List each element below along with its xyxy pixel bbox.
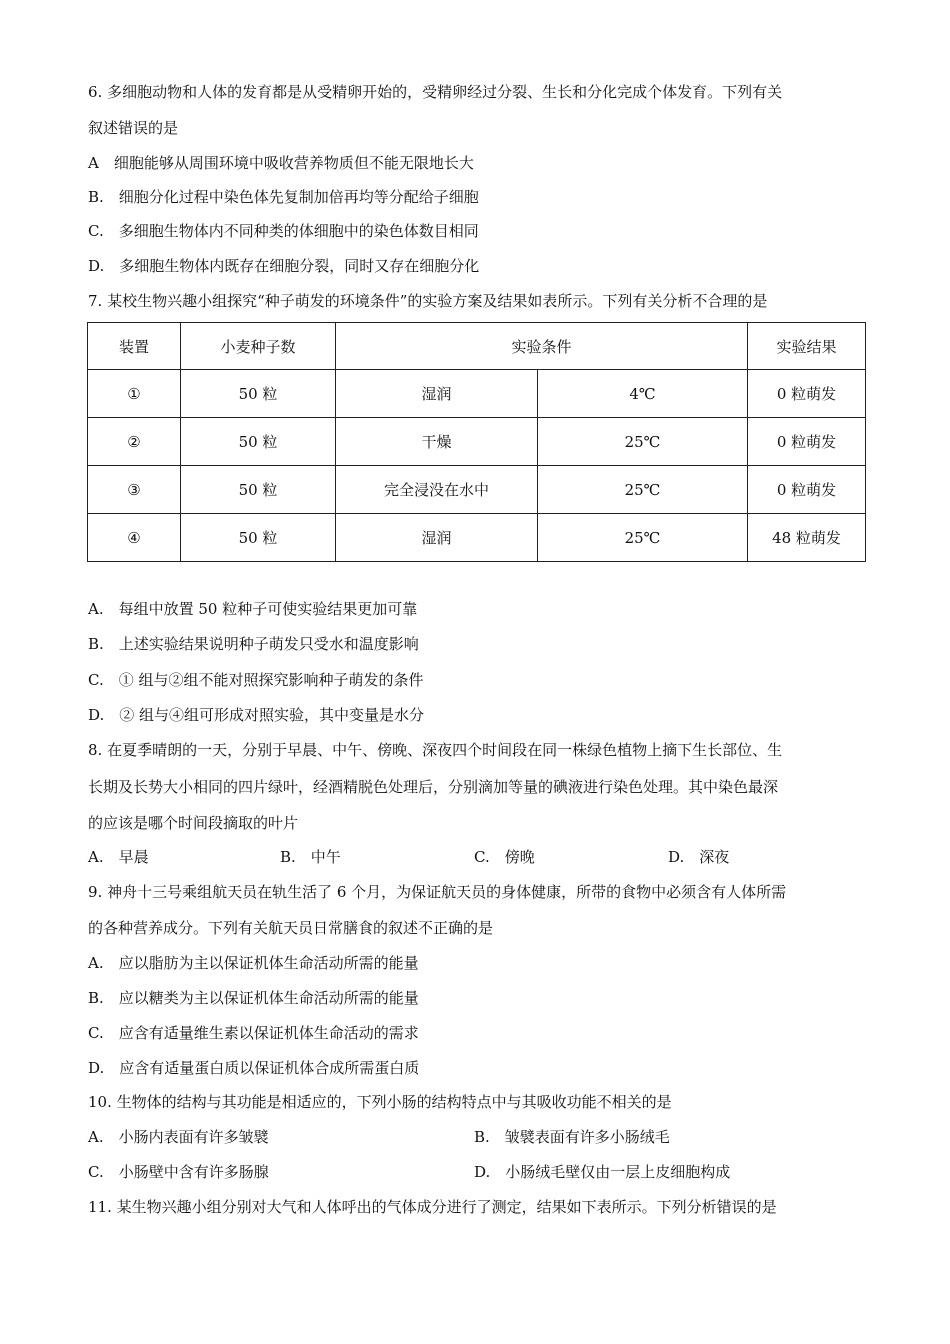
q7-stem: 7. 某校生物兴趣小组探究“种子萌发的环境条件”的实验方案及结果如表所示。下列有关分析不合理的是 [88,292,768,310]
q9-option-b: B. 应以糖类为主以保证机体生命活动所需的能量 [88,989,419,1007]
cell-moisture: 干燥 [336,418,538,466]
q8-option-a: A. 早晨 [88,848,149,866]
q6-option-c: C. 多细胞生物体内不同种类的体细胞中的染色体数目相同 [88,222,479,240]
table-row [88,370,866,418]
cell-moisture: 湿润 [336,370,538,418]
q9-option-c: C. 应含有适量维生素以保证机体生命活动的需求 [88,1024,419,1042]
q7-option-c: C. ① 组与②组不能对照探究影响种子萌发的条件 [88,671,424,689]
cell-result: 0 粒萌发 [748,466,866,514]
q6-stem-line2: 叙述错误的是 [88,119,179,137]
cell-result: 0 粒萌发 [748,370,866,418]
experiment-table [87,322,866,562]
cell-temperature: 25℃ [538,418,748,466]
q8-option-c: C. 傍晚 [474,848,535,866]
cell-temperature: 25℃ [538,514,748,562]
cell-seed-count: 50 粒 [181,466,336,514]
q10-option-c: C. 小肠壁中含有许多肠腺 [88,1163,269,1181]
cell-device: ③ [88,466,181,514]
cell-moisture: 湿润 [336,514,538,562]
q8-stem-line2: 长期及长势大小相同的四片绿叶，经酒精脱色处理后，分别滴加等量的碘液进行染色处理。其中染色最深 [88,778,779,796]
q7-option-b: B. 上述实验结果说明种子萌发只受水和温度影响 [88,635,419,653]
q9-stem-line2: 的各种营养成分。下列有关航天员日常膳食的叙述不正确的是 [88,919,494,937]
header-result: 实验结果 [748,323,866,370]
table-header-row [88,323,866,370]
q10-option-d: D. 小肠绒毛壁仅由一层上皮细胞构成 [474,1163,731,1181]
cell-result: 48 粒萌发 [748,514,866,562]
q6-option-d: D. 多细胞生物体内既存在细胞分裂，同时又存在细胞分化 [88,257,480,275]
q8-stem-line1: 8. 在夏季晴朗的一天，分别于早晨、中午、傍晚、深夜四个时间段在同一株绿色植物上摘下生长部位、生 [88,741,783,759]
cell-seed-count: 50 粒 [181,370,336,418]
cell-device: ④ [88,514,181,562]
q11-stem: 11. 某生物兴趣小组分别对大气和人体呼出的气体成分进行了测定，结果如下表所示。下列分析错误的是 [88,1198,777,1216]
cell-seed-count: 50 粒 [181,514,336,562]
q9-option-a: A. 应以脂肪为主以保证机体生命活动所需的能量 [88,954,419,972]
cell-device: ① [88,370,181,418]
q6-option-b: B. 细胞分化过程中染色体先复制加倍再均等分配给子细胞 [88,188,479,206]
q10-option-b: B. 皱襞表面有许多小肠绒毛 [474,1128,670,1146]
q8-option-d: D. 深夜 [668,848,730,866]
cell-device: ② [88,418,181,466]
table-row [88,466,866,514]
q8-option-b: B. 中午 [280,848,341,866]
q6-option-a: A 细胞能够从周围环境中吸收营养物质但不能无限地长大 [88,154,474,172]
q10-option-a: A. 小肠内表面有许多皱襞 [88,1128,269,1146]
q8-stem-line3: 的应该是哪个时间段摘取的叶片 [88,814,299,832]
q9-option-d: D. 应含有适量蛋白质以保证机体合成所需蛋白质 [88,1059,420,1077]
cell-temperature: 25℃ [538,466,748,514]
q9-stem-line1: 9. 神舟十三号乘组航天员在轨生活了 6 个月，为保证航天员的身体健康，所带的食物中必须含有人体所需 [88,883,787,901]
table-row [88,514,866,562]
cell-temperature: 4℃ [538,370,748,418]
table-row [88,418,866,466]
q7-option-a: A. 每组中放置 50 粒种子可使实验结果更加可靠 [88,600,418,618]
q6-stem-line1: 6. 多细胞动物和人体的发育都是从受精卵开始的，受精卵经过分裂、生长和分化完成个体发育。下列有关 [88,83,783,101]
q10-stem: 10. 生物体的结构与其功能是相适应的，下列小肠的结构特点中与其吸收功能不相关的是 [88,1093,672,1111]
header-conditions: 实验条件 [336,323,748,370]
cell-seed-count: 50 粒 [181,418,336,466]
cell-result: 0 粒萌发 [748,418,866,466]
header-seed-count: 小麦种子数 [181,323,336,370]
cell-moisture: 完全浸没在水中 [336,466,538,514]
q7-option-d: D. ② 组与④组可形成对照实验，其中变量是水分 [88,706,425,724]
header-device: 装置 [88,323,181,370]
